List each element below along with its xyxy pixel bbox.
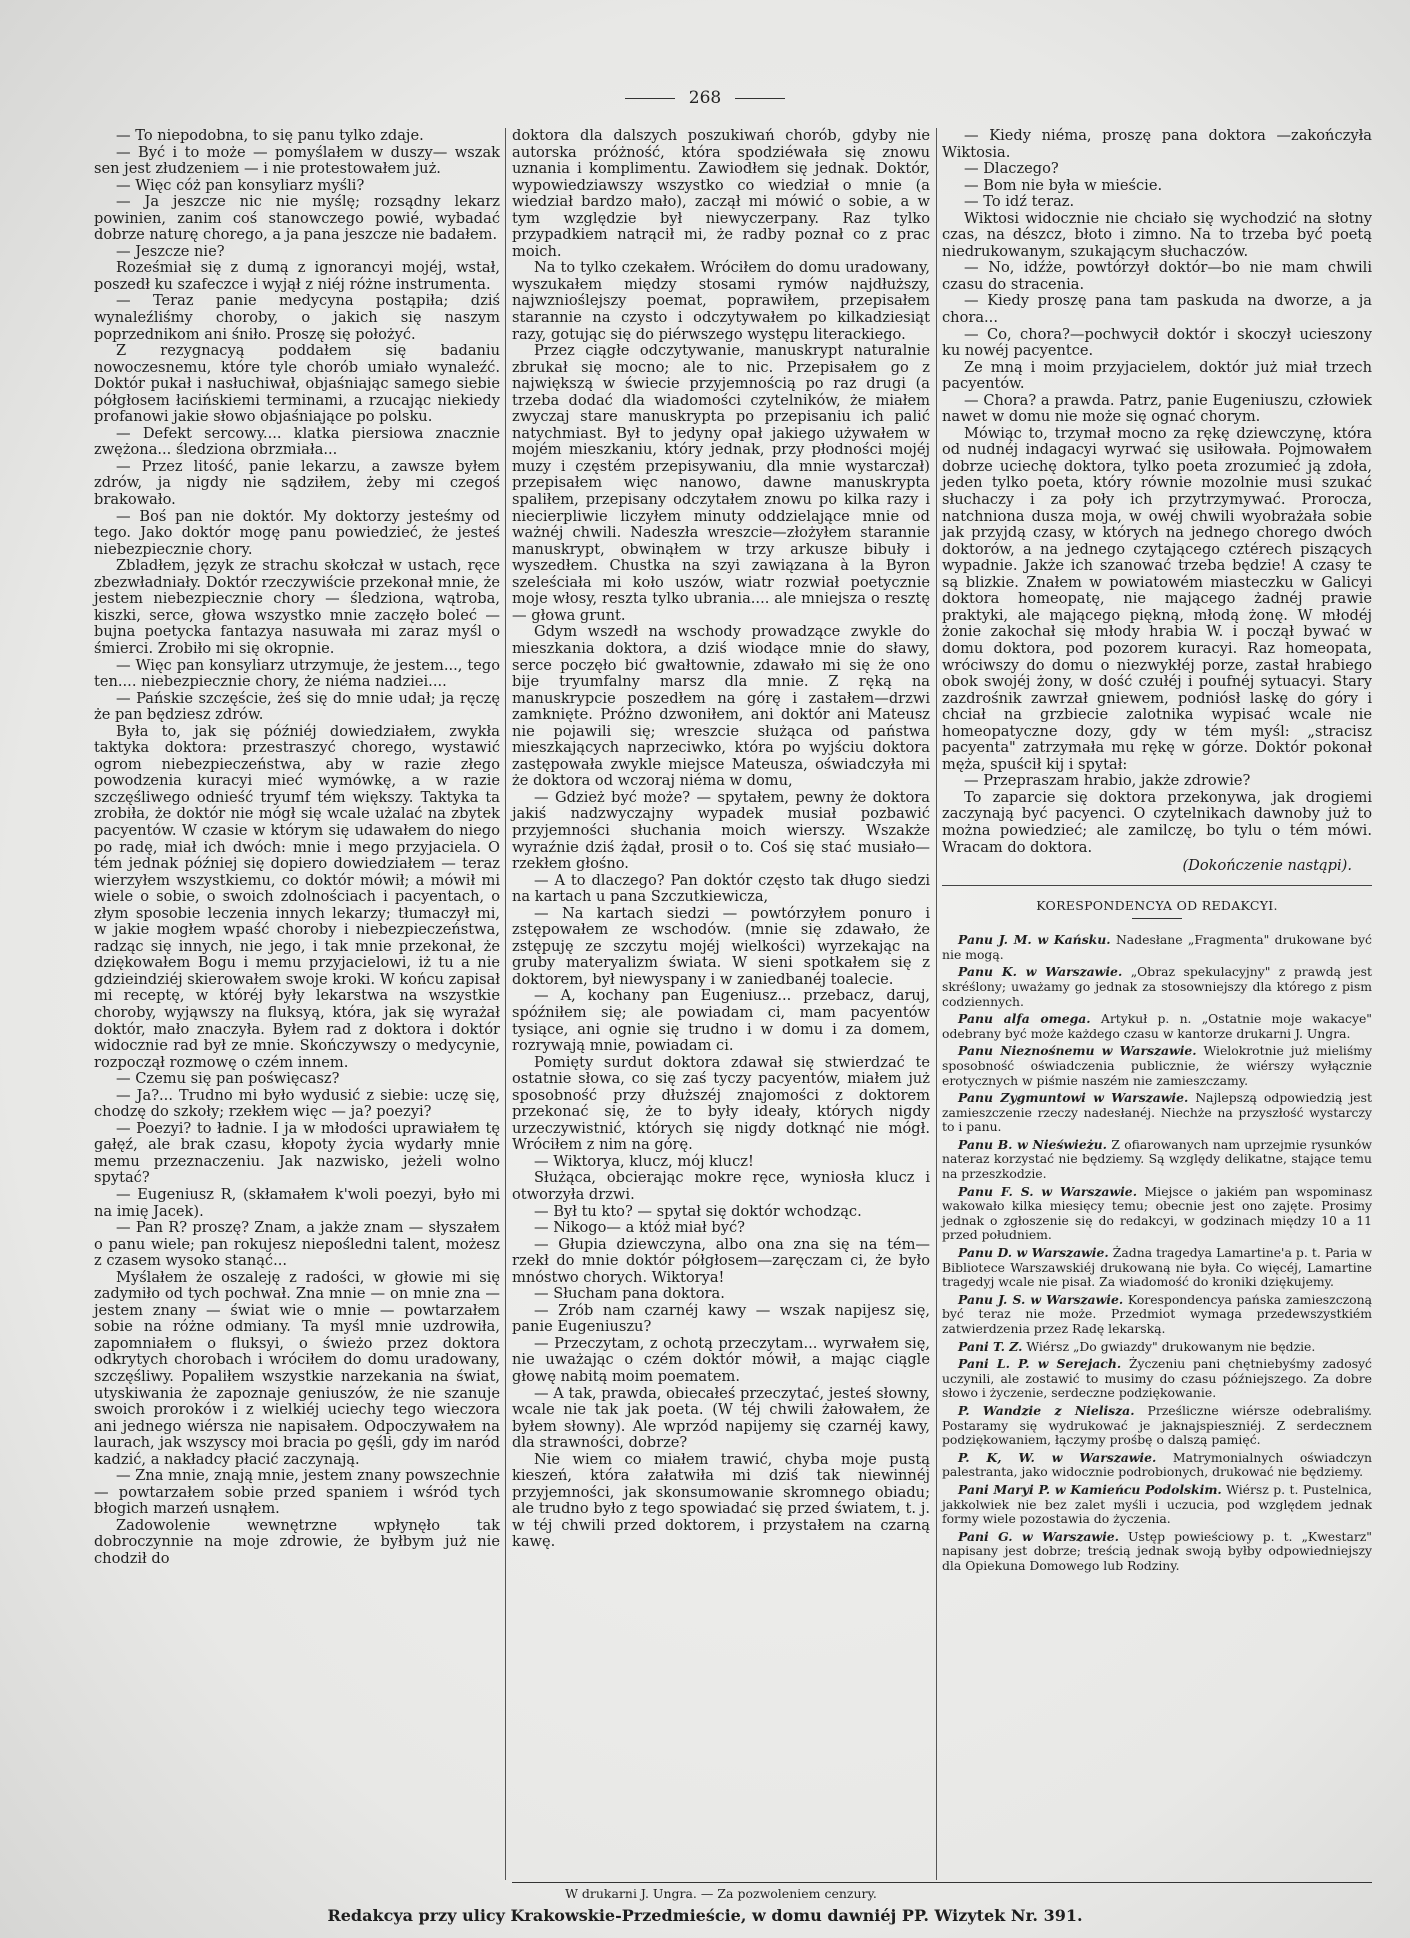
paragraph: — Ja jeszcze nic nie myślę; rozsądny lekarz powinien, zanim coś stanowczego powié, wybadać dobrze naturę chorego, a ja pana jeszcze nie badałem. xyxy=(94,193,500,244)
correspondence-entry xyxy=(942,1012,1372,1041)
reply-text: Matrymonialnych oświadczyn palestranta, jako widocznie podrobionych, drukować nie będziemy. xyxy=(942,1449,1372,1480)
to-be-continued: (Dokończenie nastąpi). xyxy=(1182,857,1352,875)
correspondence-entry xyxy=(942,1044,1372,1088)
reply-text: Życzeniu pani chętniebyśmy zadosyć uczynili, ale zostawić to musimy do czasu późniejszego. Za dobre słowo i życzenie, serdeczne podziękowanie. xyxy=(942,1356,1372,1401)
correspondence-title: KORESPONDENCYA OD REDAKCYI. xyxy=(1036,897,1278,913)
paragraph: — Ja?... Trudno mi było wydusić z siebie: uczę się, chodzę do szkoły; rzekłem więc — ja? poezyi? xyxy=(94,1086,500,1121)
paragraph: — Pańskie szczęście, żeś się do mnie udał; ja ręczę że pan będziesz zdrów. xyxy=(94,689,500,724)
paragraph: — Zrób nam czarnéj kawy — wszak napijesz się, panie Eugeniuszu? xyxy=(512,1301,930,1336)
paragraph: — Dlaczego? xyxy=(964,160,1059,178)
paragraph: — Wiktorya, klucz, mój klucz! xyxy=(534,1152,754,1170)
column-divider xyxy=(936,128,937,1880)
paragraph: — Gdzież być może? — spytałem, pewny że doktora jakiś nadzwyczajny wypadek musiał pozbawić przyjemności słuchania moich wierszy. Wszakże wyraźnie dziś żądał, prosił o to. Coś się stać musiało— rzekłem głośno. xyxy=(512,788,930,873)
correspondence-entry xyxy=(942,1091,1372,1135)
page-number-text: 268 xyxy=(688,88,722,108)
paragraph: — A tak, prawda, obiecałeś przeczytać, jesteś słowny, wcale nie tak jak poeta. (W téj chwili żałowałem, że byłem słowny). Ale wprzód napijemy się czarnéj kawy, dla strawności, dobrze? xyxy=(512,1384,930,1452)
addressee: Panu J. S. w Warszawie. xyxy=(958,1291,1124,1307)
paragraph: — To niepodobna, to się panu tylko zdaje. xyxy=(116,127,424,144)
paragraph: Ze mną i moim przyjacielem, doktór już miał trzech pacyentów. xyxy=(942,358,1372,393)
paragraph: — Co, chora?—pochwycił doktór i skoczył ucieszony ku nowéj pacyentce. xyxy=(942,325,1372,360)
correspondence-entry xyxy=(942,1357,1372,1401)
correspondence-entry xyxy=(942,1340,1372,1355)
addressee: Pani L. P. w Serejach. xyxy=(958,1356,1122,1372)
paragraph: — Przeczytam, z ochotą przeczytam... wyrwałem się, nie uważając o czém doktór mówił, a mając ciągle głowę nabitą moim poematem. xyxy=(512,1334,930,1386)
reply-text: Nadesłane „Fragmenta" drukowane być nie mogą. xyxy=(942,932,1372,962)
reply-text: Artykuł p. n. „Ostatnie moje wakacye" odebrany być może każdego czasu w kantorze drukarni J. Ungra. xyxy=(942,1011,1372,1041)
paragraph: — Jeszcze nie? xyxy=(116,242,225,260)
divider xyxy=(735,98,785,99)
reply-text: Żadna tragedya Lamartine'a p. t. Paria w Bibliotece Warszawskiéj drukowaną nie była. Co więcéj, Lamartine tragedyj wcale nie pisał. Za wiadomość do kroniki dziękujemy. xyxy=(942,1245,1372,1290)
paragraph: — Poezyi? to ładnie. I ja w młodości uprawiałem tę gałęź, ale brak czasu, kłopoty życia wydarły mnie memu przeznaczeniu. Jak nazwisko, jeżeli wolno spytać? xyxy=(94,1119,500,1187)
paragraph: — Przez litość, panie lekarzu, a zawsze byłem zdrów, ja nigdy nie sądziłem, żeby mi czegoś brakowało. xyxy=(94,457,500,509)
correspondence-entry xyxy=(942,1483,1372,1527)
addressee: Panu J. M. w Kańsku. xyxy=(958,932,1111,948)
correspondence-entry xyxy=(942,933,1372,962)
addressee: Pani Maryi P. w Kamieńcu Podolskim. xyxy=(958,1481,1222,1497)
addressee: Pani T. Z. xyxy=(958,1338,1023,1354)
correspondence-entry xyxy=(942,1530,1372,1574)
paragraph: — Pan R? proszę? Znam, a jakże znam — słyszałem o panu wiele; pan rokujesz niepośledni talent, możesz z czasem wysoko stanąć... xyxy=(94,1219,500,1270)
reply-text: Wielokrotnie już mieliśmy sposobność oświadczenia publicznie, że wiérszy wyłącznie erotycznych w piśmie naszém nie zamieszczamy. xyxy=(942,1043,1372,1088)
paragraph: — Czemu się pan poświęcasz? xyxy=(116,1070,340,1088)
paragraph: Nie wiem co miałem trawić, chyba moje pustą kieszeń, która załatwiła mi dziś tak niewinnéj przyjemności, jak skonsumowanie skromnego obiadu; ale trudno było z tego spowiadać się przed światem, t. j. w téj chwili przed doktorem, i przystałem na czarną kawę. xyxy=(512,1450,930,1551)
paragraph: Gdym wszedł na wschody prowadzące zwykle do mieszkania doktora, a dziś wiodące mnie do sławy, serce poczęło bić gwałtownie, zdawało mi się że ono bije tryumfalny marsz dla mnie. Z ręką na manuskrypcie poszedłem na górę i zastałem—drzwi zamknięte. Próżno dzwoniłem, ani doktór ani Mateusz nie pojawili się; wreszcie służąca od państwa mieszkających naprzeciwko, która po wyjściu doktora zastępowała zwykle miejsce Mateusza, oświadczyła mi że doktora od wczoraj niéma w domu, xyxy=(512,623,930,790)
editorial-address: Redakcya przy ulicy Krakowskie-Przedmieście, w domu dawniéj PP. Wizytek Nr. 391. xyxy=(327,1906,1083,1925)
paragraph: doktora dla dalszych poszukiwań chorób, gdyby nie autorska próżność, która spodziéwała się znowu uznania i komplimentu. Zawiodłem się jednak. Doktór, wypowiedziawszy wszystko co wiedział o mnie (a wiedział bardzo mało), zaczął mi mówić o sobie, a w tym względzie był niewyczerpany. Raz tylko przypadkiem natrącił mi, że radby poznał co z prac moich. xyxy=(512,127,930,260)
reply-text: Wiérsz p. t. Pustelnica, jakkolwiek nie bez zalet myśli i uczucia, pod względem jednak formy wiele pozostawia do życzenia. xyxy=(942,1481,1372,1527)
reply-text: Z ofiarowanych nam uprzejmie rysunków nateraz korzystać nie będziemy. Są względy delikatne, stające temu na przeszkodzie. xyxy=(942,1136,1372,1182)
paragraph: — Boś pan nie doktór. My doktorzy jesteśmy od tego. Jako doktór mogę panu powiedzieć, że jesteś niebezpiecznie chory. xyxy=(94,507,500,558)
reply-text: Miejsce o jakiém pan wspominasz wakowało kilka miesięcy temu; obecnie jest ono zajęte. Prosimy jednak o zgłoszenie się do redakcyi, w godzinach między 10 a 11 przed południem. xyxy=(942,1183,1372,1243)
paragraph: Zadowolenie wewnętrzne wpłynęło tak dobroczynnie na moje zdrowie, że byłbym już nie chodził do xyxy=(94,1516,500,1568)
printer-note: W drukarni J. Ungra. — Za pozwoleniem cenzury. xyxy=(565,1886,877,1901)
column-2 xyxy=(512,128,930,1551)
paragraph: Pomięty surdut doktora zdawał się stwierdzać te ostatnie słowa, co się zaś tyczy pacyentów, miałem już sposobność przy dłuższéj znajomości z doktorem przekonać się, że to były ideały, których nigdy urzeczywistnić, których się nigdy dotknąć nie mógł. Wróciłem z nim na górę. xyxy=(512,1053,930,1154)
paragraph: To zaparcie się doktora przekonywa, jak drogiemi zaczynają być pacyenci. O czytelnikach dawnoby już to można powiedzieć; ale zamilczę, bo tylu o tém mówi. Wracam do doktora. xyxy=(942,788,1372,856)
paragraph: — No, idźże, powtórzył doktór—bo nie mam chwili czasu do stracenia. xyxy=(942,259,1372,293)
addressee: Panu Zygmuntowi w Warszawie. xyxy=(958,1090,1189,1106)
addressee: P. K, W. w Warszawie. xyxy=(958,1449,1157,1465)
reply-text: Wiérsz „Do gwiazdy" drukowanym nie będzie. xyxy=(1026,1338,1316,1354)
page-number xyxy=(0,88,1410,108)
title-divider xyxy=(1132,918,1182,919)
paragraph: — Być i to może — pomyślałem w duszy— wszak sen jest złudzeniem — i nie protestowałem już. xyxy=(94,143,500,178)
paragraph: — Więc pan konsyliarz utrzymuje, że jestem..., tego ten.... niebezpiecznie chory, że niéma nadziei.... xyxy=(94,656,500,691)
paragraph: — Eugeniusz R, (skłamałem k'woli poezyi, było mi na imię Jacek). xyxy=(94,1186,500,1220)
paragraph: — Defekt sercowy.... klatka piersiowa znacznie zwężona... śledziona obrzmiała... xyxy=(94,424,500,459)
section-divider xyxy=(942,885,1372,886)
footer-divider xyxy=(512,1882,1372,1883)
paragraph: Była to, jak się późniéj dowiedziałem, zwykła taktyka doktora: przestraszyć chorego, wystawić ogrom niebezpieczeństwa, aby w razie złego powodzenia kuracyi mieć wymówkę, a w razie szczęśliwego odnieść tryumf tém większy. Taktyka ta zrobiła, że doktór nie mógł się wcale użalać na zbytek pacyentów. W czasie w którym się udawałem do niego po radę, miał ich dwóch: mnie i mego przyjaciela. O tém jednak później się dopiero dowiedziałem — teraz wierzyłem wszystkiemu, co doktór mówił; a mówił mi wiele o sobie, o swoich zdolnościach i pacyentach, o złym sposobie leczenia innych lekarzy; tłumaczył mi, w jakie mogłem wpaść choroby i niebezpieczeństwa, radząc się innych, nie jego, i tak mnie przekonał, że dziękowałem Bogu i memu przyjacielowi, iż tu a nie gdzieindziéj skierowałem swoje kroki. W końcu zapisał mi receptę, w któréj były lekarstwa na wszystkie choroby, wyjąwszy na fluksyą, która, jak się wyrażał doktór, mało znaczyła. Byłem rad z doktora i doktór widocznie rad był ze mnie. Skończywszy o medycynie, rozpoczął rozmowę o czém innem. xyxy=(94,722,500,1071)
paragraph: — Był tu kto? — spytał się doktór wchodząc. xyxy=(534,1202,862,1220)
paragraph: — Głupia dziewczyna, albo ona zna się na tém— rzekł do mnie doktór półgłosem—zaręczam ci, że było mnóstwo chorych. Wiktorya! xyxy=(512,1235,930,1286)
paragraph: Z rezygnacyą poddałem się badaniu nowoczesnemu, które tyle chorób umiało wynaleźć. Doktór pukał i nasłuchiwał, objaśniając samego siebie półgłosem łacińskiemi terminami, a rzucając niekiedy profanowi jakie słowo objaśniające po polsku. xyxy=(94,342,500,426)
paragraph: — Teraz panie medycyna postąpiła; dziś wynaleźliśmy choroby, o jakich się naszym poprzednikom ani śniło. Proszę się położyć. xyxy=(94,292,500,343)
correspondence-entry xyxy=(942,1293,1372,1337)
addressee: Panu D. w Warszawie. xyxy=(958,1245,1109,1261)
paragraph: — To idź teraz. xyxy=(964,193,1075,211)
addressee: Pani G. w Warszawie. xyxy=(958,1528,1119,1544)
reply-text: Korespondencya pańska zamieszczoną być teraz nie może. Przedmiot wymaga przedewszystkiém zatwierdzenia przez Radę lekarską. xyxy=(942,1291,1372,1336)
paragraph: — Zna mnie, znają mnie, jestem znany powszechnie — powtarzałem sobie przed spaniem i wśród tych błogich marzeń usnąłem. xyxy=(94,1467,500,1518)
paragraph: — Kiedy proszę pana tam paskuda na dworze, a ja chora... xyxy=(942,292,1372,327)
reply-text: Prześliczne wiérsze odebraliśmy. Postaramy się wydrukować je jaknajspieszniéj. Z serdecznem podziękowaniem, łączymy prośbę o dalszą pamięć. xyxy=(942,1402,1372,1448)
paragraph: — A to dlaczego? Pan doktór często tak długo siedzi na kartach u pana Szczutkiewicza, xyxy=(512,871,930,906)
paragraph: Myślałem że oszaleję z radości, w głowie mi się zadymiło od tych pochwał. Zna mnie — on mnie zna — jestem znany — świat wie o mnie — powtarzałem sobie na różne odmiany. Ta myśl mnie uzdrowiła, zapomniałem o fluksyi, o świeżo przez doktora odkrytych chorobach i wróciłem do domu uradowany, szczęśliwy. Popaliłem wszystkie narzekania na świat, utyskiwania że zapoznaje geniuszów, że nie szanuje swoich proroków i z wielkiéj uciechy tego wieczora ani jednego wiérsza nie napisałem. Odpoczywałem na laurach, jak wszyscy moi bracia po gęśli, gdy im naród kadzić, a nakładcy płacić zaczynają. xyxy=(94,1268,500,1468)
correspondence-entry xyxy=(942,1185,1372,1243)
addressee: Panu Nieznośnemu w Warszawie. xyxy=(958,1043,1197,1059)
correspondence-entry xyxy=(942,1451,1372,1480)
paragraph: Roześmiał się z dumą z ignorancyi mojéj, wstał, poszedł ku szafeczce i wyjął z niéj różne instrumenta. xyxy=(94,259,500,293)
paragraph: — Nikogo— a któż miał być? xyxy=(534,1219,745,1237)
paragraph: Mówiąc to, trzymał mocno za rękę dziewczynę, która od nudnéj indagacyi wyrwać się usiłowała. Pojmowałem dobrze uciechę doktora, tylko poeta zrozumieć ją zdoła, jeden tylko poeta, który równie mozolnie musi szukać słuchaczy i za poły ich przytrzymywać. Prorocza, natchniona dusza moja, w owéj chwili wyobrażała sobie jak przyjdą czasy, w których na jednego chorego dwóch doktorów, a na jednego czytającego cztérech piszących wypadnie. Jakże ich szanować trzeba będzie! A czasy te są blizkie. Znałem w powiatowém miasteczku w Galicyi doktora homeopatę, nie mającego żadnéj prawie praktyki, ale mającego piękną, młodą żonę. W młodéj żonie zakochał się młody hrabia W. i począł bywać w domu doktora, pod pozorem kuracyi. Raz homeopata, wróciwszy do domu o niezwykłéj porze, zastał hrabiego obok swojéj żony, w dość czułéj i poufnéj sytuacyi. Stary zazdrośnik zawrzał gniewem, podniósł laskę do góry i chciał na grzbiecie zalotnika wypisać wcale nie homeopatyczne dozy, gdy w tém myśl: „stracisz pacyenta" zatrzymała mu rękę w górze. Doktór pokonał męża, spuścił kij i spytał: xyxy=(942,424,1372,773)
column-3 xyxy=(942,128,1372,1577)
correspondence-entry xyxy=(942,1138,1372,1182)
paragraph: Zbladłem, język ze strachu skołczał w ustach, ręce zbezwładniały. Doktór rzeczywiście przekonał mnie, że jestem niebezpiecznie chory — śledziona, wątroba, kiszki, serce, głowa wszystko mnie zaczęło boleć — bujna poetycka fantazya nasuwała mi zaraz myśl o śmierci. Zrobiło mi się okropnie. xyxy=(94,557,500,657)
reply-text: Ustęp powieściowy p. t. „Kwestarz" napisany jest dobrze; treścią jednak swoją byłby odpowiedniejszy dla Opiekuna Domowego lub Rodziny. xyxy=(942,1528,1372,1573)
paragraph: Na to tylko czekałem. Wróciłem do domu uradowany, wyszukałem między stosami rymów najdłuższy, najwznioślejszy poemat, poprawiłem, przepisałem starannie na czysto i odczytywałem po kilkadziesiąt razy, gotując się do piérwszego występu literackiego. xyxy=(512,259,930,343)
paragraph: — Na kartach siedzi — powtórzyłem ponuro i zstępowałem ze wschodów. (mnie się zdawało, że zstępuję ze szczytu mojéj wielkości) wyrzekając na gruby materyalizm świata. W sieni spotkałem się z doktorem, był niewyspany i w zaniedbanéj toalecie. xyxy=(512,904,930,988)
addressee: Panu K. w Warszawie. xyxy=(958,964,1123,980)
paragraph: — Bom nie była w mieście. xyxy=(964,176,1163,194)
correspondence-list xyxy=(942,933,1372,1573)
addressee: Panu F. S. w Warszawie. xyxy=(958,1183,1138,1199)
paragraph: Służąca, obcierając mokre ręce, wyniosła klucz i otworzyła drzwi. xyxy=(512,1169,930,1203)
paragraph: — A, kochany pan Eugeniusz... przebacz, daruj, spóźniłem się; ale powiadam ci, mam pacyentów tysiące, ani ognie się trudno i w domu i za domem, rozrywają mnie, powiadam ci. xyxy=(512,987,930,1055)
paragraph: Wiktosi widocznie nie chciało się wychodzić na słotny czas, na dészcz, błoto i zimno. Na to trzeba być poetą niedrukowanym, szukającym słuchaczów. xyxy=(942,209,1372,260)
story-continuation xyxy=(942,128,1372,856)
correspondence-entry xyxy=(942,965,1372,1009)
paragraph: — Więc cóż pan konsyliarz myśli? xyxy=(116,176,365,194)
paragraph: — Słucham pana doktora. xyxy=(534,1285,725,1303)
paragraph: — Chora? a prawda. Patrz, panie Eugeniuszu, człowiek nawet w domu nie może się ognać chorym. xyxy=(942,391,1372,426)
addressee: Panu B. w Nieświeżu. xyxy=(958,1136,1107,1152)
correspondence-entry xyxy=(942,1404,1372,1448)
reply-text: „Obraz spekulacyjny" z prawdą jest skréślony; uważamy go jednak za stosowniejszy dla którego z pism codziennych. xyxy=(942,964,1372,1009)
column-1 xyxy=(94,128,500,1568)
correspondence-entry xyxy=(942,1246,1372,1290)
addressee: P. Wandzie z Nielisza. xyxy=(958,1402,1135,1418)
paragraph: — Kiedy niéma, proszę pana doktora —zakończyła Wiktosia. xyxy=(942,127,1372,161)
column-divider xyxy=(505,128,506,1880)
paragraph: — Przepraszam hrabio, jakże zdrowie? xyxy=(964,772,1251,790)
divider xyxy=(625,98,675,99)
reply-text: Najlepszą odpowiedzią jest zamieszczenie rzeczy nadesłanéj. Niechże na przyszłość wystarczy to i panu. xyxy=(942,1090,1372,1135)
paragraph: Przez ciągłe odczytywanie, manuskrypt naturalnie zbrukał się mocno; ale to nic. Przepisałem go z największą w świecie przyjemnością po raz drugi (a trzeba dodać dla wiadomości czytelników, że miałem zwyczaj stare manuskrypta po przepisaniu ich palić natychmiast. Był to jedyny opał jakiego używałem w mojém mieszkaniu, który jednak, przy płodności mojéj muzy i częstém przepisywaniu, dla mnie wystarczał) przepisałem więc nanowo, dawne manuskrypta spaliłem, przepisany odczytałem znowu po kilka razy i niecierpliwie liczyłem minuty oddzielające mnie od ważnéj chwili. Nadeszła wreszcie—złożyłem starannie manuskrypt, obwinąłem w trzy arkusze bibuły i wyszedłem. Chustka na szyi zawiązana à la Byron szeleściała mi koło uszów, wiatr rozwiał poetycznie moje włosy, reszta tylko ubrania.... ale mniejsza o resztę— głowa grunt. xyxy=(512,342,930,624)
addressee: Panu alfa omega. xyxy=(958,1011,1091,1027)
